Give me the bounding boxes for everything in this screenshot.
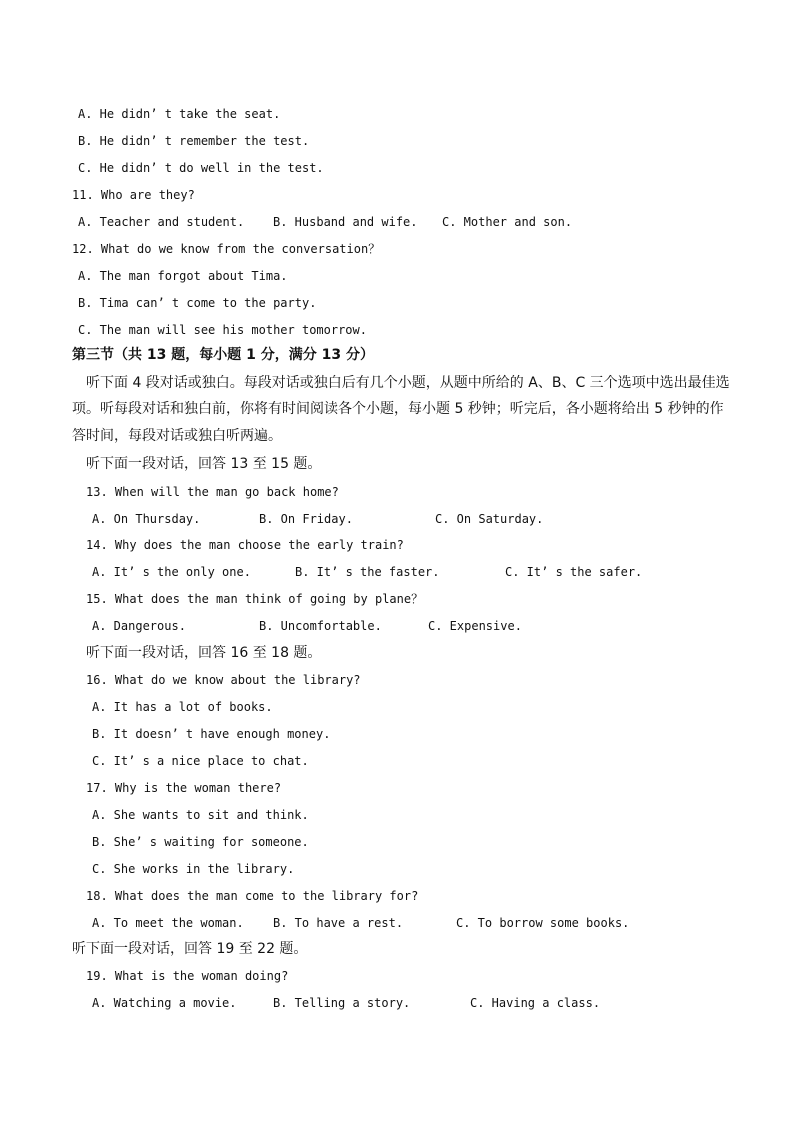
q19-option-b: B. Telling a story.	[273, 996, 411, 1010]
q13-stem: 13. When will the man go back home?	[86, 485, 339, 499]
section-intro-line-3: 答时间，每段对话或独白听两遍。	[72, 428, 282, 444]
q11-option-a: A. Teacher and student.	[78, 215, 245, 229]
q14-option-a: A. It’ s the only one.	[92, 565, 251, 579]
q11-stem: 11. Who are they?	[72, 188, 195, 202]
q16-option-a: A. It has a lot of books.	[92, 700, 273, 714]
q12-option-c: C. The man will see his mother tomorrow.	[78, 323, 367, 337]
q17-stem: 17. Why is the woman there?	[86, 781, 282, 795]
section-intro-line-2: 项。听每段对话和独白前，你将有时间阅读各个小题，每小题 5 秒钟；听完后，各小题将给出 5 秒钟的作	[72, 401, 724, 417]
q18-stem: 18. What does the man come to the library for?	[86, 889, 419, 903]
q12-stem: 12. What do we know from the conversation？	[72, 242, 381, 256]
q12-option-a: A. The man forgot about Tima.	[78, 269, 288, 283]
q12-option-b: B. Tima can’ t come to the party.	[78, 296, 317, 310]
q16-option-b: B. It doesn’ t have enough money.	[92, 727, 331, 741]
q15-option-a: A. Dangerous.	[92, 619, 186, 633]
q15-option-c: C. Expensive.	[428, 619, 522, 633]
q10-option-b: B. He didn’ t remember the test.	[78, 134, 310, 148]
section-heading: 第三节（共 13 题，每小题 1 分，满分 13 分）	[72, 347, 374, 363]
group-instruction-13-15: 听下面一段对话，回答 13 至 15 题。	[86, 456, 322, 472]
q19-option-a: A. Watching a movie.	[92, 996, 237, 1010]
q11-option-c: C. Mother and son.	[442, 215, 573, 229]
group-instruction-16-18: 听下面一段对话，回答 16 至 18 题。	[86, 645, 322, 661]
q14-option-b: B. It’ s the faster.	[295, 565, 440, 579]
q15-option-b: B. Uncomfortable.	[259, 619, 382, 633]
q18-option-c: C. To borrow some books.	[456, 916, 630, 930]
q19-option-c: C. Having a class.	[470, 996, 601, 1010]
q14-stem: 14. Why does the man choose the early train?	[86, 538, 404, 552]
section-intro-line-1: 听下面 4 段对话或独白。每段对话或独白后有几个小题，从题中所给的 A、B、C 三个选项中选出最佳选	[86, 375, 730, 391]
q15-stem: 15. What does the man think of going by plane？	[86, 592, 424, 606]
q10-option-a: A. He didn’ t take the seat.	[78, 107, 281, 121]
q16-stem: 16. What do we know about the library?	[86, 673, 361, 687]
q14-option-c: C. It’ s the safer.	[505, 565, 643, 579]
q13-option-c: C. On Saturday.	[435, 512, 544, 526]
q11-option-b: B. Husband and wife.	[273, 215, 418, 229]
q13-option-a: A. On Thursday.	[92, 512, 201, 526]
q17-option-a: A. She wants to sit and think.	[92, 808, 309, 822]
q13-option-b: B. On Friday.	[259, 512, 353, 526]
q17-option-c: C. She works in the library.	[92, 862, 295, 876]
q18-option-a: A. To meet the woman.	[92, 916, 244, 930]
q18-option-b: B. To have a rest.	[273, 916, 404, 930]
group-instruction-19-22: 听下面一段对话，回答 19 至 22 题。	[72, 941, 308, 957]
q19-stem: 19. What is the woman doing?	[86, 969, 289, 983]
q16-option-c: C. It’ s a nice place to chat.	[92, 754, 309, 768]
q17-option-b: B. She’ s waiting for someone.	[92, 835, 309, 849]
q10-option-c: C. He didn’ t do well in the test.	[78, 161, 324, 175]
